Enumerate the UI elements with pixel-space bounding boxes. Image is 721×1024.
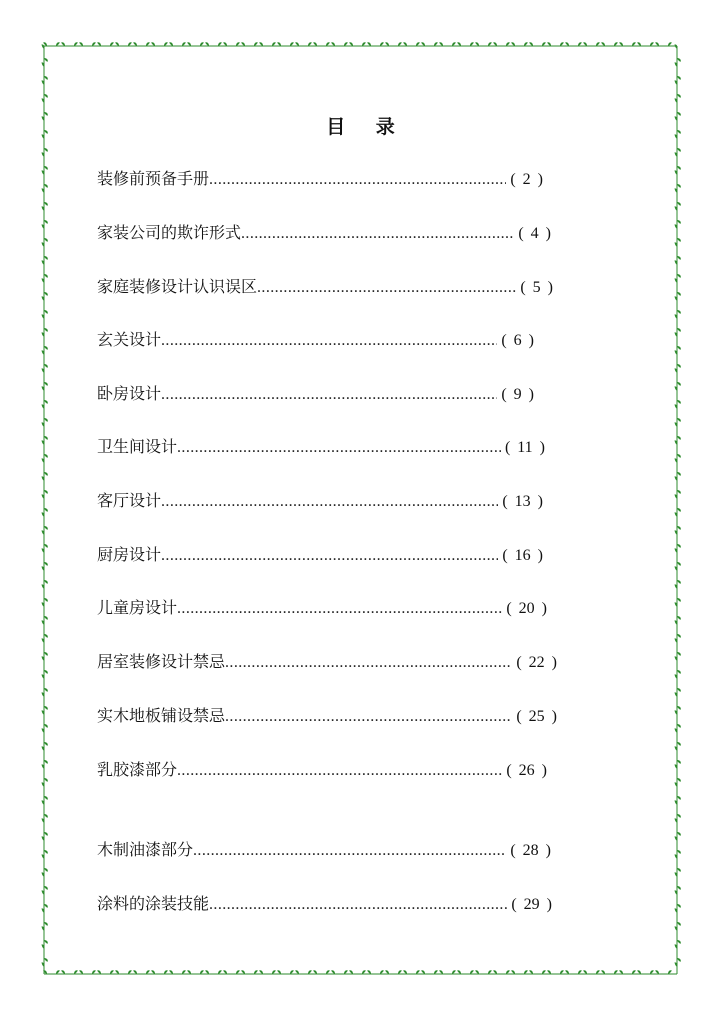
toc-entry-label: 木制油漆部分 xyxy=(97,840,194,859)
toc-page-number: ( 9 ) xyxy=(501,386,534,403)
toc-entry-3 xyxy=(97,277,553,298)
toc-page-number: ( 26 ) xyxy=(506,762,547,779)
toc-page-number: ( 4 ) xyxy=(518,225,551,242)
vine-leaf xyxy=(41,962,46,968)
vine-leaf xyxy=(41,278,46,284)
toc-entry-9 xyxy=(97,598,547,619)
vine-leaf xyxy=(41,944,46,950)
page-title: 目 录 xyxy=(326,116,407,138)
vine-leaf xyxy=(41,422,46,428)
vine-leaf xyxy=(41,62,46,68)
vine-leaf xyxy=(41,152,46,158)
vine-leaf xyxy=(674,368,679,374)
vine-leaf xyxy=(41,584,46,590)
toc-entry-8 xyxy=(97,545,543,566)
toc-entry-4 xyxy=(97,330,534,351)
toc-entry-label: 客厅设计 xyxy=(97,491,162,510)
toc-page-number: ( 2 ) xyxy=(510,171,543,188)
toc-dot-leader xyxy=(193,841,506,861)
vine-leaf xyxy=(674,332,679,338)
vine-leaf xyxy=(674,170,679,176)
vine-leaf xyxy=(674,404,679,410)
vine-leaf xyxy=(674,818,679,824)
vine-leaf xyxy=(41,368,46,374)
toc-dot-leader xyxy=(209,170,506,190)
toc-dot-leader xyxy=(177,599,502,619)
toc-entry-label: 居室装修设计禁忌 xyxy=(97,652,226,671)
vine-leaf xyxy=(674,800,679,806)
vine-leaf xyxy=(41,854,46,860)
toc-page-number: ( 16 ) xyxy=(502,547,543,564)
vine-leaf xyxy=(674,728,679,734)
vine-leaf xyxy=(41,188,46,194)
vine-leaf xyxy=(674,242,679,248)
toc-entry-13 xyxy=(97,840,551,861)
vine-leaf xyxy=(674,674,679,680)
toc-entry-label: 涂料的涂装技能 xyxy=(97,894,210,913)
vine-leaf xyxy=(674,98,679,104)
toc-dot-leader xyxy=(177,438,501,458)
vine-leaf xyxy=(674,638,679,644)
toc-entry-label: 玄关设计 xyxy=(97,330,162,349)
toc-page-number: ( 29 ) xyxy=(511,896,552,913)
vine-leaf xyxy=(41,836,46,842)
toc-entry-1 xyxy=(97,169,543,190)
toc-entry-label: 装修前预备手册 xyxy=(97,169,210,188)
vine-leaf xyxy=(41,206,46,212)
vine-leaf xyxy=(41,602,46,608)
toc-entry-label: 卫生间设计 xyxy=(97,437,178,456)
vine-leaf xyxy=(674,566,679,572)
toc-entry-14 xyxy=(97,894,552,915)
toc-page-number: ( 20 ) xyxy=(506,600,547,617)
vine-leaf xyxy=(674,764,679,770)
vine-leaf xyxy=(41,908,46,914)
vine-leaf xyxy=(674,962,679,968)
toc-dot-leader xyxy=(161,492,498,512)
vine-leaf xyxy=(674,746,679,752)
vine-leaf xyxy=(41,620,46,626)
vine-leaf xyxy=(674,926,679,932)
vine-leaf xyxy=(674,854,679,860)
vine-leaf xyxy=(674,710,679,716)
toc-entry-5 xyxy=(97,384,534,405)
vine-leaf xyxy=(674,620,679,626)
vine-leaf xyxy=(41,80,46,86)
vine-leaf xyxy=(41,296,46,302)
toc-entry-12 xyxy=(97,760,547,781)
toc-page-number: ( 22 ) xyxy=(516,654,557,671)
toc-entry-label: 实木地板铺设禁忌 xyxy=(97,706,226,725)
toc-entry-label: 乳胶漆部分 xyxy=(97,760,178,779)
vine-leaf xyxy=(674,494,679,500)
toc-dot-leader xyxy=(177,761,502,781)
vine-leaf xyxy=(41,692,46,698)
vine-leaf xyxy=(41,404,46,410)
vine-leaf xyxy=(674,782,679,788)
vine-leaf xyxy=(41,458,46,464)
vine-leaf xyxy=(41,926,46,932)
vine-leaf xyxy=(41,224,46,230)
vine-leaf xyxy=(674,476,679,482)
toc-entry-7 xyxy=(97,491,543,512)
table-of-contents xyxy=(97,0,567,1024)
toc-entry-label: 厨房设计 xyxy=(97,545,162,564)
toc-page-number: ( 11 ) xyxy=(504,439,545,456)
toc-dot-leader xyxy=(225,707,512,727)
vine-leaf xyxy=(41,440,46,446)
toc-dot-leader xyxy=(257,278,516,298)
toc-entry-2 xyxy=(97,223,551,244)
vine-leaf xyxy=(674,278,679,284)
vine-leaf xyxy=(674,260,679,266)
vine-leaf xyxy=(41,476,46,482)
vine-leaf xyxy=(41,638,46,644)
vine-leaf xyxy=(674,584,679,590)
toc-entry-label: 家装公司的欺诈形式 xyxy=(97,223,242,242)
vine-leaf xyxy=(41,764,46,770)
vine-leaf xyxy=(41,728,46,734)
vine-leaf xyxy=(674,656,679,662)
vine-leaf xyxy=(674,188,679,194)
toc-entry-label: 儿童房设计 xyxy=(97,598,178,617)
vine-leaf xyxy=(41,818,46,824)
toc-page-number: ( 25 ) xyxy=(516,708,557,725)
vine-leaf xyxy=(674,908,679,914)
toc-entry-label: 卧房设计 xyxy=(97,384,162,403)
vine-leaf xyxy=(41,242,46,248)
vine-leaf xyxy=(674,62,679,68)
vine-leaf xyxy=(41,98,46,104)
vine-leaf xyxy=(674,386,679,392)
vine-leaf xyxy=(41,800,46,806)
toc-entry-label: 家庭装修设计认识误区 xyxy=(97,277,258,296)
vine-leaf xyxy=(41,782,46,788)
vine-leaf xyxy=(41,872,46,878)
vine-leaf xyxy=(674,944,679,950)
vine-leaf xyxy=(41,674,46,680)
toc-entry-6 xyxy=(97,437,545,458)
vine-leaf xyxy=(674,872,679,878)
vine-leaf xyxy=(674,314,679,320)
vine-leaf xyxy=(674,530,679,536)
vine-leaf xyxy=(41,710,46,716)
vine-leaf xyxy=(674,224,679,230)
vine-leaf xyxy=(41,260,46,266)
toc-dot-leader xyxy=(241,224,514,244)
vine-leaf xyxy=(41,314,46,320)
toc-page-number: ( 5 ) xyxy=(520,279,553,296)
vine-leaf xyxy=(41,890,46,896)
vine-leaf xyxy=(674,458,679,464)
vine-leaf xyxy=(674,350,679,356)
vine-leaf xyxy=(674,440,679,446)
vine-leaf xyxy=(41,350,46,356)
toc-page-number: ( 28 ) xyxy=(510,842,551,859)
vine-leaf xyxy=(41,512,46,518)
toc-dot-leader xyxy=(161,385,497,405)
vine-leaf xyxy=(674,548,679,554)
vine-leaf xyxy=(41,170,46,176)
vine-leaf xyxy=(674,836,679,842)
vine-leaf xyxy=(41,548,46,554)
vine-leaf xyxy=(41,332,46,338)
vine-leaf xyxy=(674,152,679,158)
vine-leaf xyxy=(41,566,46,572)
vine-leaf xyxy=(674,206,679,212)
vine-leaf xyxy=(674,296,679,302)
toc-dot-leader xyxy=(161,546,498,566)
vine-leaf xyxy=(674,602,679,608)
vine-leaf xyxy=(674,422,679,428)
toc-dot-leader xyxy=(161,331,497,351)
toc-page-number: ( 6 ) xyxy=(501,332,534,349)
vine-leaf xyxy=(674,692,679,698)
toc-page-number: ( 13 ) xyxy=(502,493,543,510)
toc-entry-10 xyxy=(97,652,557,673)
vine-leaf xyxy=(674,890,679,896)
toc-dot-leader xyxy=(225,653,512,673)
vine-leaf xyxy=(41,656,46,662)
toc-dot-leader xyxy=(209,895,507,915)
toc-entry-11 xyxy=(97,706,557,727)
vine-leaf xyxy=(674,80,679,86)
vine-leaf xyxy=(41,494,46,500)
vine-leaf xyxy=(41,530,46,536)
vine-leaf xyxy=(674,512,679,518)
vine-leaf xyxy=(41,386,46,392)
vine-leaf xyxy=(41,746,46,752)
